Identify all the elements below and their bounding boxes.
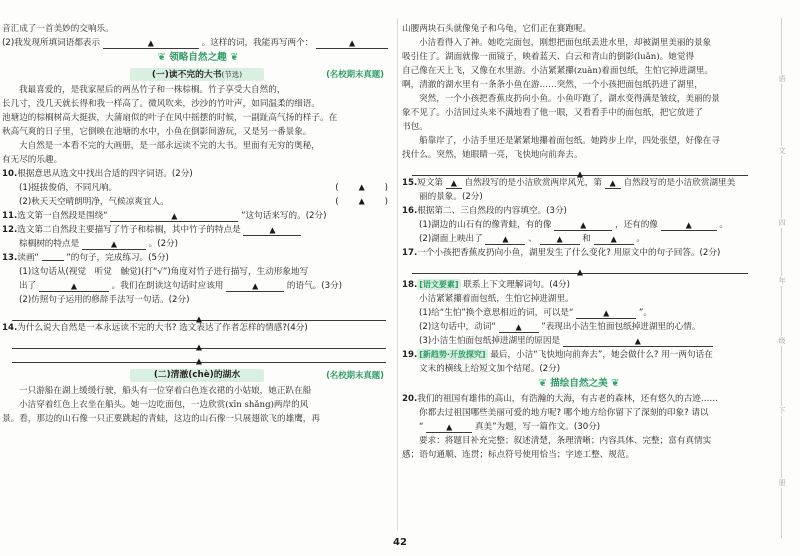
- right-column: [402, 22, 756, 462]
- passage-line: 我最喜爱的，是我家屋后的两丛竹子和一株棕榈。竹子享受大自然的，: [19, 85, 286, 95]
- side-strip-char: 四: [774, 218, 790, 228]
- passage-line: 自己像在天上飞，又像在水里游。小洁紧紧攥(zuàn)着面包纸，生怕它掉进湖里。: [402, 66, 714, 76]
- passage-title-main: (一)读不完的大书: [151, 70, 222, 80]
- q15-line2: 丽的景象。(2分): [419, 192, 483, 202]
- question-13: 13.读画“ ”的句子，完成练习。(5分): [2, 253, 169, 263]
- leaf-icon: ❦: [611, 378, 620, 389]
- answer-blank[interactable]: ▲: [563, 337, 713, 347]
- answer-blank[interactable]: ▲: [446, 179, 462, 189]
- source-tag: (名校期末真题): [326, 69, 384, 79]
- passage-title-main: (二)清澈(chè)的湖水: [153, 370, 241, 380]
- column-divider: [397, 18, 398, 530]
- leaf-icon: ❦: [230, 52, 239, 63]
- q10-part1: (1)挺拔俊俏，不同凡响。 ( ▲ ): [19, 182, 388, 193]
- question-10: 10.根据意思从选文中找出合适的四字词语。(2分): [2, 169, 193, 179]
- question-15: 15.短文第 ▲ 自然段写的是小洁欣赏两岸风光，第 ▲ 自然段写的是小洁欣赏湖里美: [402, 178, 736, 188]
- question-16: 16.根据第二、三自然段的内容填空。(3分): [402, 206, 567, 216]
- answer-blank[interactable]: ▲: [554, 221, 612, 231]
- q19-line2: 文末的横线上给短文加个结尾。(2分): [419, 364, 561, 374]
- q20-requirements: 感；语句通顺、连贯；标点符号使用恰当；字迹工整、规范。: [402, 450, 635, 460]
- answer-line[interactable]: ▲: [12, 307, 386, 321]
- answer-line[interactable]: ▲: [12, 349, 386, 363]
- passage-line: 长几寸，没几天就长得和我一样高了。微风吹来，沙沙的竹叶声，如同温柔的细语。: [2, 99, 320, 109]
- q18-part3: (3)小洁生怕面包纸掉进湖里的原因是 ▲: [402, 334, 756, 348]
- passage-line: 啊，清澈的湖水里有一条条小鱼在游……突然，一个小孩把面包纸扔进了湖里，: [402, 80, 703, 90]
- passage-line: 有无尽的乐趣。: [2, 155, 63, 165]
- passage-line: 小洁看得入了神。她吃完面包，刚想把面包纸丢进水里，却被湖里美丽的景象: [419, 38, 712, 48]
- passage-line: 象不见了。小洁回过头来不满地看了他一眼，又看看手中的面包纸，把它放进了: [402, 108, 703, 118]
- answer-blank[interactable]: ▲: [39, 282, 109, 292]
- question-11: 11.选文第一自然段是围绕“ ▲ ”这句话来写的。(2分): [2, 211, 327, 221]
- answer-line[interactable]: ▲: [12, 335, 386, 349]
- page-number: 42: [393, 537, 407, 548]
- passage-line: 景。看，那边的山石像一只正要跳起的青蛙，这边的山石像一只展翅欲飞的雄鹰，再: [2, 414, 320, 424]
- passage-line: 吸引住了。湖面就像一面镜子，映着蓝天、白云和青山的倒影(luǎn)。她觉得: [402, 52, 695, 62]
- q16-part2: (2)湖面上映出了 ▲ 、 ▲ 和 ▲ 。: [419, 234, 645, 244]
- passage-line: 找什么。突然，她眼睛一亮，飞快地向前奔去。: [402, 150, 583, 160]
- question-17: 17.一个小孩把香蕉皮扔向小鱼，湖里发生了什么变化? 用原文中的句子回答。(2分): [402, 248, 721, 258]
- q20-requirements: 要求：将题目补充完整；叙述清楚，条理清晰；内容具体、完整；富有真情实: [419, 436, 712, 446]
- leaf-icon: ❦: [538, 378, 547, 389]
- question-19: 19. [新趋势·开放探究] 最后，小洁“飞快地向前奔去”，她会做什么? 用一两句话在: [402, 350, 713, 360]
- answer-blank[interactable]: [42, 251, 64, 261]
- answer-line[interactable]: ▲: [412, 162, 748, 176]
- passage-line: 池塘边的棕榈树高大挺拔，大蒲扇似的叶子在风中摇摆的时候，一副趾高气扬的样子。在: [2, 113, 338, 123]
- answer-blank[interactable]: ▲: [110, 212, 238, 222]
- answer-blank[interactable]: ▲: [485, 235, 525, 245]
- answer-blank[interactable]: ▲: [499, 323, 539, 333]
- answer-blank[interactable]: ▲: [226, 282, 284, 292]
- q20-line: 你都去过祖国哪些美丽可爱的地方呢? 哪个地方给你留下了深刻的印象? 请以: [419, 408, 709, 418]
- source-tag: (名校期末真题): [326, 370, 384, 380]
- answer-blank[interactable]: ▲: [540, 235, 580, 245]
- carryover-line: 音汇成了一首美妙的交响乐。: [2, 24, 114, 34]
- question-tag: [语文要素]: [419, 280, 459, 289]
- question-tag: [新趋势·开放探究]: [419, 350, 486, 359]
- answer-blank[interactable]: ▲: [82, 240, 146, 250]
- q10-part2: (2)秋天天空晴朗明净，气候凉爽宜人。 ( ▲ ): [19, 196, 388, 207]
- side-strip-char: 下: [774, 406, 790, 416]
- answer-blank[interactable]: ▲: [243, 226, 301, 236]
- side-strip-char: 年: [774, 276, 790, 286]
- passage-line: 大自然是一本看不完的大画册，是一部永远读不完的大书。里面有无穷的奥秘，: [19, 141, 320, 151]
- question-20: 20.我们的祖国有雄伟的高山，有浩瀚的大海，有古老的森林，还有悠久的古迹……: [402, 394, 719, 404]
- answer-blank[interactable]: ▲: [103, 39, 199, 49]
- answer-blank[interactable]: ▲: [661, 221, 717, 231]
- passage-line: 船靠岸了，小洁手里还是紧紧地攥着面包纸。她跨步上岸，四处张望，好像在寻: [419, 136, 720, 146]
- passage-line: 突然，一个小孩把香蕉皮扔向小鱼。小鱼吓跑了，湖水变得满是皱纹，美丽的景: [419, 94, 720, 104]
- question-12: 12.选文第二自然段主要描写了竹子和棕榈，其中竹子的特点是 ▲: [2, 223, 394, 237]
- q9-part2: (2)我发现所填词语都表示 ▲ 。这样的词，我能再写两个： ▲: [2, 36, 394, 50]
- question-18: 18. [语文要素] 联系上下文理解词句。(4分): [402, 280, 570, 290]
- passage-title: [2, 367, 394, 384]
- q18-quote: 小洁紧紧攥着面包纸，生怕它掉进湖里。: [419, 294, 574, 304]
- passage-line: 小洁穿着红色上衣坐在船头。她一边吃面包，一边欣赏(xīn shǎng)两岸的风: [19, 400, 309, 410]
- passage-line: 一只游船在湖上缓缓行驶，船头有一位穿着白色连衣裙的小姑娘，她正趴在船: [19, 386, 312, 396]
- side-strip-char: 文: [774, 146, 790, 156]
- side-strip: [772, 18, 792, 538]
- q18-part2: (2)这句话中，动词“ ▲ ”表现出小洁生怕面包纸掉进湖里的心情。: [419, 322, 701, 332]
- passage-line: 山腰两块石头就像兔子和乌龟，它们正在赛跑呢。: [402, 24, 592, 34]
- answer-blank[interactable]: ▲: [316, 39, 388, 49]
- side-strip-char: 册: [774, 478, 790, 488]
- q16-part1: (1)湖边的山石有的像青蛙，有的像 ▲ ，还有的像 ▲ 。: [419, 220, 729, 230]
- q18-part1: (1)给“生怕”换个意思相近的词，可以是“ ▲ ”。: [419, 308, 652, 318]
- answer-paren[interactable]: ( ▲ ): [335, 182, 388, 193]
- answer-paren[interactable]: ( ▲ ): [335, 196, 388, 207]
- answer-blank[interactable]: ▲: [594, 235, 634, 245]
- side-strip-char: 语: [774, 74, 790, 84]
- answer-blank[interactable]: ▲: [605, 179, 621, 189]
- passage-line: 秋高气爽的日子里，它倒映在池塘的水中，小鱼在倒影间游玩，又是另一番景象。: [2, 127, 312, 137]
- left-column: [2, 22, 394, 426]
- section-banner: ❦ 领略自然之趣 ❦: [157, 52, 239, 63]
- leaf-icon: ❦: [157, 52, 166, 63]
- answer-line[interactable]: ▲: [412, 260, 748, 274]
- q13-part1: (1)这句话从(视觉 听觉 触觉)(打“√”)角度对竹子进行描写，生动形象地写: [19, 267, 309, 277]
- answer-blank[interactable]: ▲: [426, 423, 472, 433]
- q20-line: “ ▲ 真美”为题，写一篇作文。(30分): [419, 422, 601, 432]
- q13-part2: (2)仿照句子运用的修辞手法写一句话。(2分): [19, 295, 190, 305]
- q12-line2: 棕榈树的特点是 ▲ 。(2分): [19, 239, 179, 249]
- passage-title-note: (节选): [221, 70, 243, 79]
- section-banner: ❦ 描绘自然之美 ❦: [538, 378, 620, 389]
- q13-part1-cont: 出了 ▲ 。我们在朗读这句话时应该用 ▲ 的语气。(3分): [19, 281, 343, 291]
- passage-line: 书包。: [402, 122, 428, 132]
- passage-title: [2, 66, 394, 83]
- question-14: 14.为什么说大自然是一本永远读不完的大书? 选文表达了作者怎样的情感?(4分): [2, 323, 308, 333]
- answer-blank[interactable]: ▲: [576, 309, 636, 319]
- side-strip-char: 级: [774, 336, 790, 346]
